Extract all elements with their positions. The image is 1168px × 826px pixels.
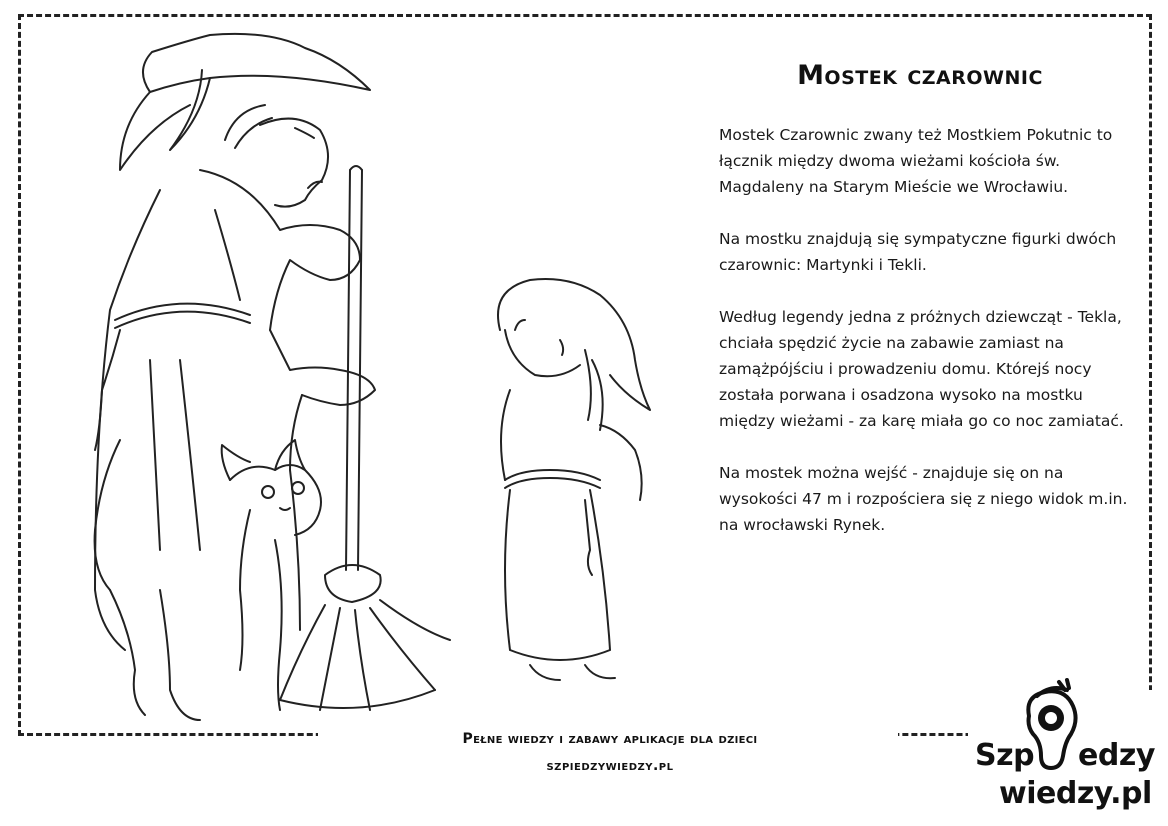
paragraph-figurines: Na mostku znajdują się sympatyczne figurki dwóch czarownic: Martynki i Tekli. xyxy=(719,230,1117,274)
logo-wordmark-line2: wiedzy.pl xyxy=(999,776,1152,811)
footer-tagline: Pełne wiedzy i zabawy aplikacje dla dzieci xyxy=(462,731,758,747)
paragraph-legend: Według legendy jedna z próżnych dziewcząt - Tekla, chciała spędzić życie na zabawie zamiast na zamążpójściu i prowadzeniu domu. Którejś nocy została porwana i osadzona wysoko na mostku między wieżami - za karę miała go co noc zamiatać. xyxy=(719,308,1124,430)
small-witch-icon xyxy=(498,279,650,680)
coloring-illustration xyxy=(40,30,720,730)
paragraph-visit: Na mostek można wejść - znajduje się on na wysokości 47 m i rozpościera się z niego widok m.in. na wrocławski Rynek. xyxy=(719,464,1128,534)
paragraph-intro: Mostek Czarownic zwany też Mostkiem Pokutnic to łącznik między dwoma wieżami kościoła św. Magdaleny na Starym Mieście we Wrocławiu. xyxy=(719,126,1113,196)
logo-part-b: edzy xyxy=(1078,738,1155,773)
footer-url[interactable]: szpiedzywiedzy.pl xyxy=(546,758,674,774)
witch-with-broom-icon xyxy=(95,34,450,710)
article-body xyxy=(719,122,1139,564)
logo-wordmark-line1 xyxy=(975,738,1155,773)
cat-icon xyxy=(95,440,321,720)
brand-logo xyxy=(975,676,1155,816)
page-title: Mostek czarownic xyxy=(797,60,1043,91)
logo-part-a: Szp xyxy=(975,738,1035,773)
